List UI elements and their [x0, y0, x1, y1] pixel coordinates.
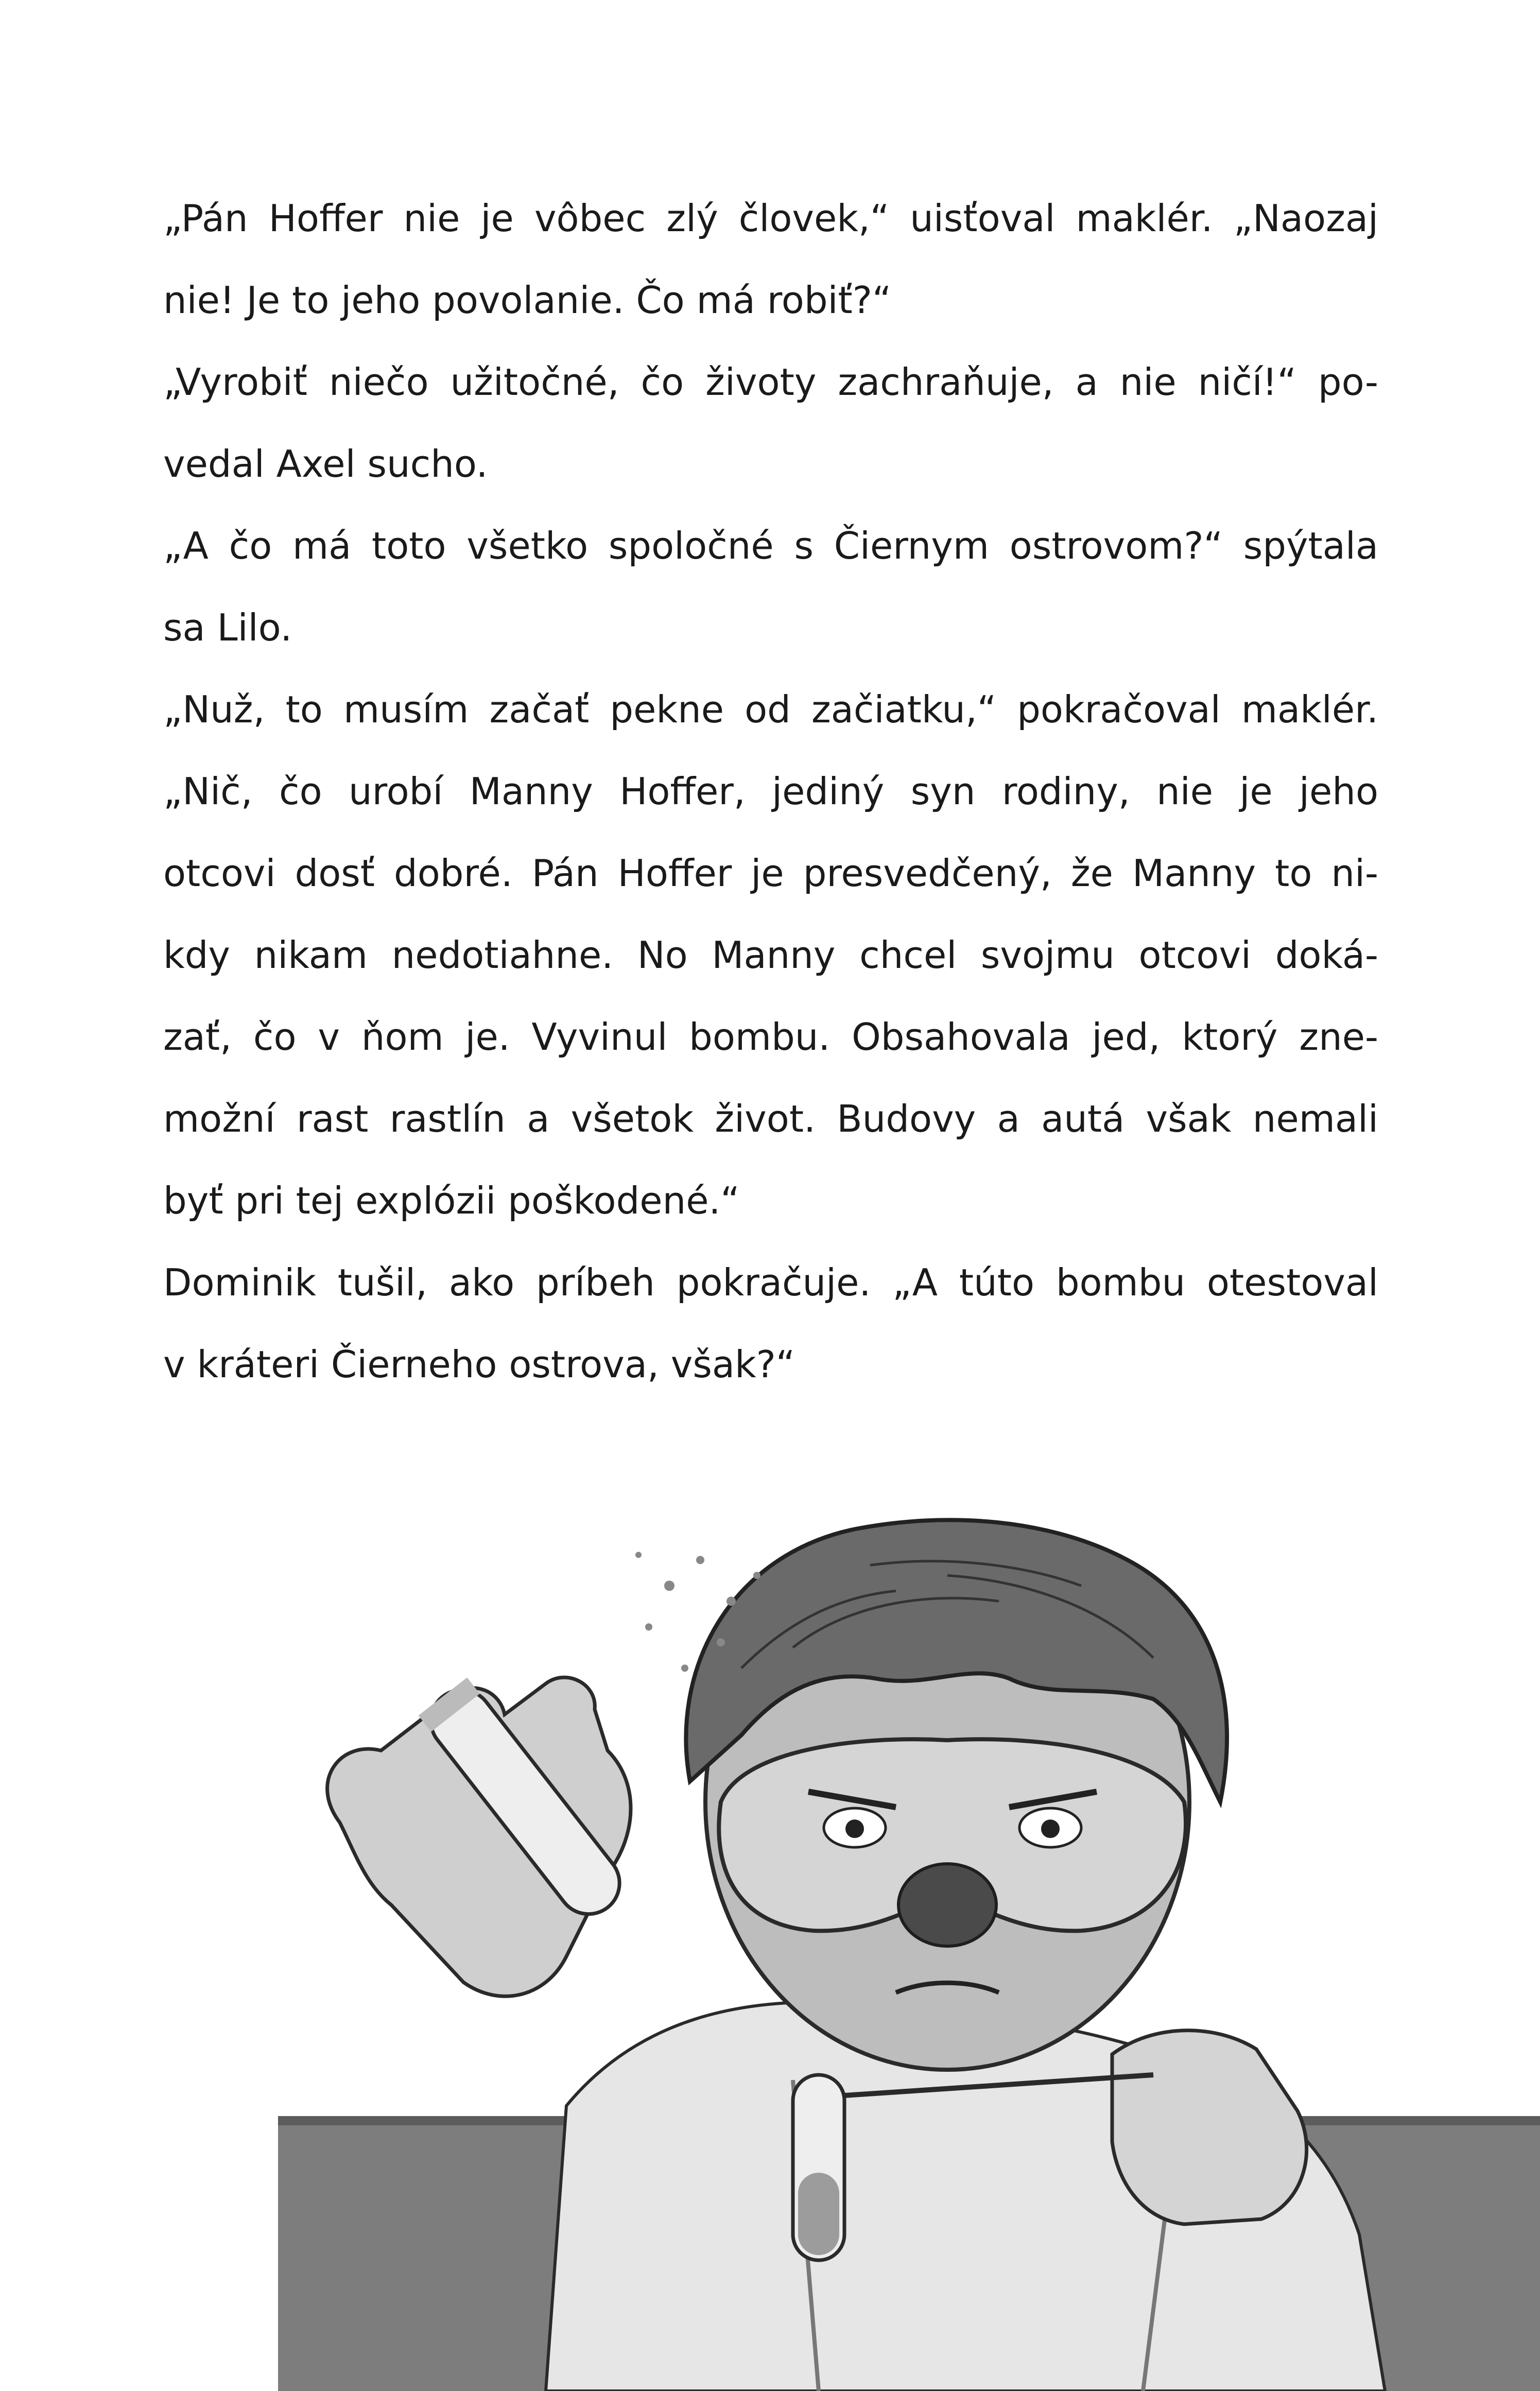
text-line: „A čo má toto všetko spoločné s Čiernym ostrovom?“ spýtala	[163, 524, 1378, 567]
story-text	[163, 178, 1378, 1406]
text-line: sa Lilo.	[163, 606, 292, 649]
right-hand	[1112, 2031, 1307, 2224]
nose	[898, 1864, 996, 1946]
text-line: „Pán Hoffer nie je vôbec zlý človek,“ uisťoval maklér. „Naozaj	[163, 197, 1378, 240]
text-line: možní rast rastlín a všetok život. Budovy a autá však nemali	[163, 1097, 1378, 1140]
text-line: nie! Je to jeho povolanie. Čo má robiť?“	[163, 279, 892, 322]
text-line: „Nič, čo urobí Manny Hoffer, jediný syn rodiny, nie je jeho	[163, 770, 1378, 813]
text-line: Dominik tušil, ako príbeh pokračuje. „A túto bombu otestoval	[163, 1261, 1378, 1304]
scientist-illustration	[278, 1514, 1540, 2391]
text-line: zať, čo v ňom je. Vyvinul bombu. Obsahovala jed, ktorý zne-	[163, 1015, 1378, 1059]
text-line: otcovi dosť dobré. Pán Hoffer je presvedčený, že Manny to ni-	[163, 852, 1378, 895]
text-line: kdy nikam nedotiahne. No Manny chcel svojmu otcovi doká-	[163, 933, 1378, 977]
text-line: byť pri tej explózii poškodené.“	[163, 1179, 740, 1222]
text-line: „Vyrobiť niečo užitočné, čo životy zachraňuje, a nie ničí!“ po-	[163, 360, 1378, 404]
text-line: v kráteri Čierneho ostrova, však?“	[163, 1343, 795, 1386]
text-line: vedal Axel sucho.	[163, 442, 488, 486]
text-line: „Nuž, to musím začať pekne od začiatku,“ pokračoval maklér.	[163, 688, 1378, 731]
